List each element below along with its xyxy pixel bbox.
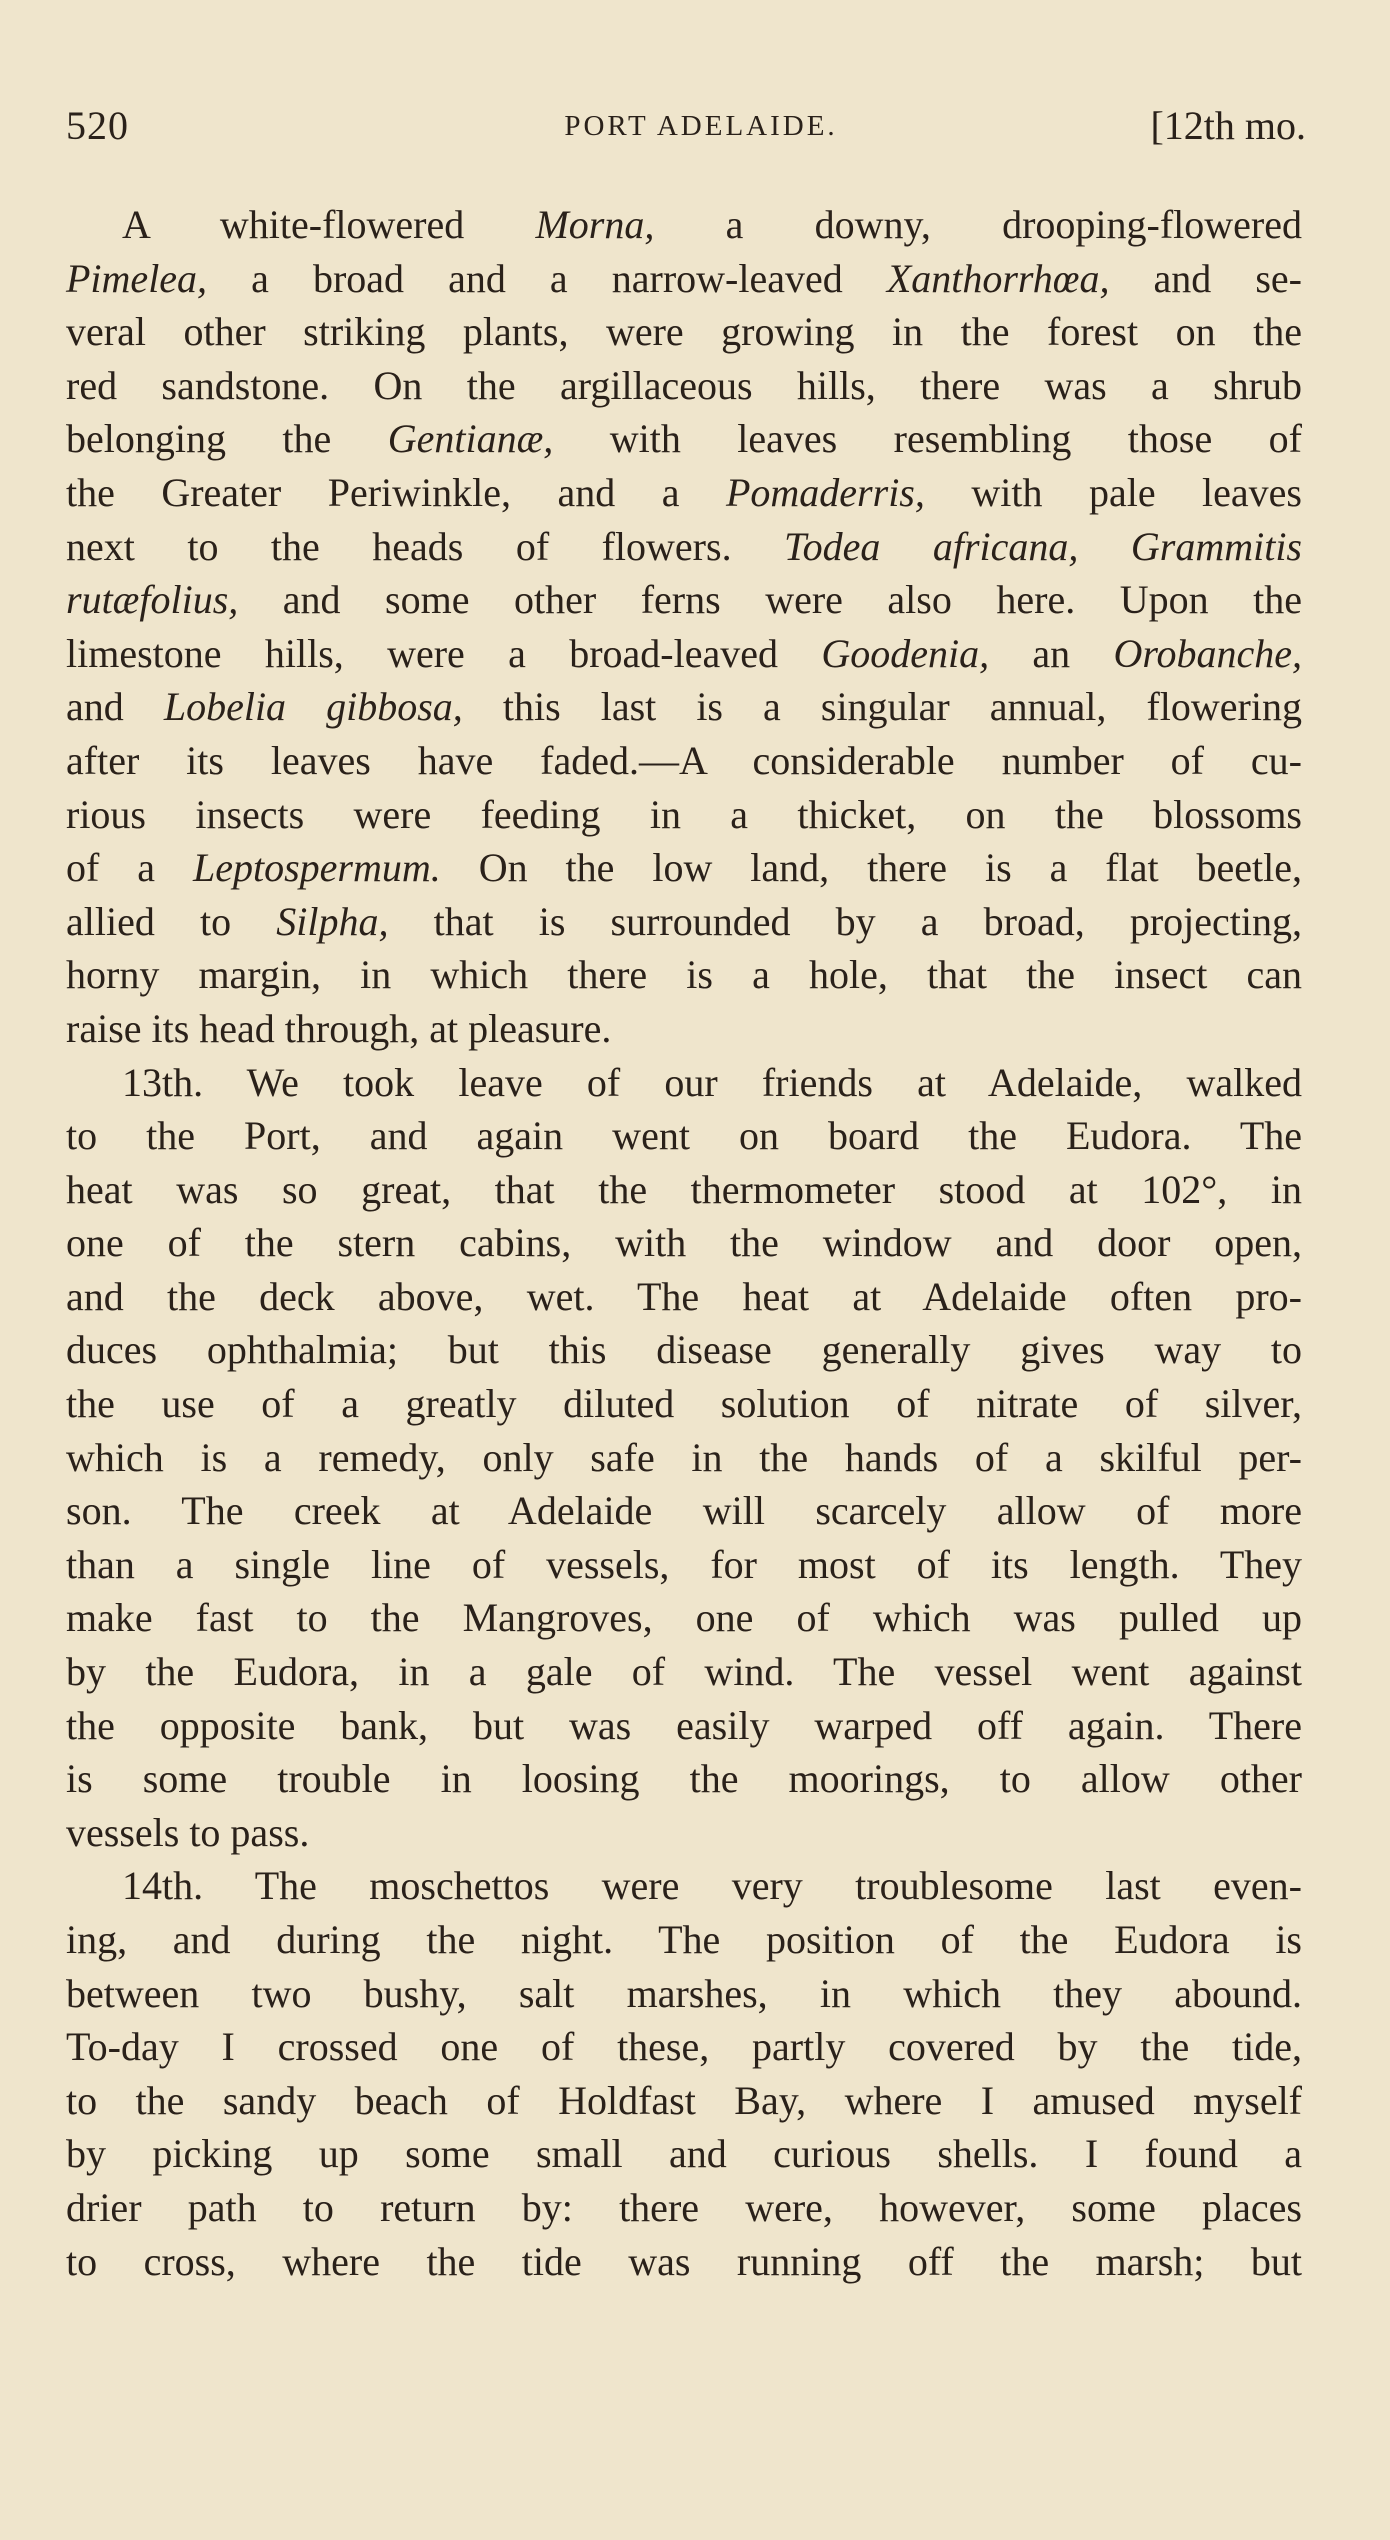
italic-text: Orobanche, <box>1113 630 1302 676</box>
text-run: allied to <box>66 898 277 944</box>
italic-text: Leptospermum. <box>192 845 441 891</box>
text-run: is some trouble in loosing the moorings, to allow other <box>66 1756 1302 1802</box>
text-run: horny margin, in which there is a hole, that the insect can <box>66 952 1302 998</box>
text-run: to the Port, and again went on board the Eudora. The <box>66 1113 1302 1159</box>
text-run: On the low land, there is a flat beetle, <box>440 845 1302 891</box>
text-run: 13th. We took leave of our friends at Adelaide, walked <box>122 1059 1302 1105</box>
italic-text: Silpha, <box>276 898 389 944</box>
text-line <box>66 466 1302 520</box>
text-run: a downy, drooping-flowered <box>654 202 1303 247</box>
text-run: to cross, where the tide was running off the marsh; but <box>66 2238 1302 2284</box>
text-run: and <box>66 684 164 730</box>
text-line <box>66 1967 1302 2021</box>
text-run: rious insects were feeding in a thicket, on the blossoms <box>66 791 1302 837</box>
text-run: by the Eudora, in a gale of wind. The vessel went against <box>66 1649 1302 1695</box>
text-run: which is a remedy, only safe in the hands of a skilful per- <box>66 1434 1302 1480</box>
italic-text: Gentianæ, <box>387 416 554 462</box>
text-run: duces ophthalmia; but this disease generally gives way to <box>66 1327 1302 1373</box>
text-line <box>66 841 1302 895</box>
italic-text: Morna, <box>535 202 655 247</box>
text-run: this last is a singular annual, flowering <box>462 684 1302 730</box>
text-line <box>66 1377 1302 1431</box>
text-line <box>66 2181 1302 2235</box>
text-line <box>66 1645 1302 1699</box>
page-number: 520 <box>66 103 129 148</box>
text-run: of a <box>66 845 193 891</box>
text-line <box>66 1109 1302 1163</box>
text-line <box>66 948 1302 1002</box>
text-line <box>66 573 1302 627</box>
text-run: than a single line of vessels, for most of its length. They <box>66 1541 1302 1587</box>
text-run: by picking up some small and curious shells. I found a <box>66 2131 1302 2177</box>
text-line <box>66 1913 1302 1967</box>
text-line <box>66 1538 1302 1592</box>
text-run: with leaves resembling those of <box>553 416 1302 462</box>
text-line <box>66 2235 1302 2289</box>
text-run: limestone hills, were a broad-leaved <box>66 630 822 676</box>
text-run: drier path to return by: there were, however, some places <box>66 2184 1302 2230</box>
text-run: raise its head through, at pleasure. <box>66 1005 612 1051</box>
text-line <box>66 2020 1302 2074</box>
text-run: A white-flowered <box>122 202 536 247</box>
text-line <box>66 895 1302 949</box>
text-run: next to the heads of flowers. <box>66 523 785 569</box>
text-run: red sandstone. On the argillaceous hills, there was a shrub <box>66 362 1302 408</box>
text-run: vessels to pass. <box>66 1809 310 1855</box>
text-line <box>66 198 1302 252</box>
text-line <box>66 1163 1302 1217</box>
text-run: the use of a greatly diluted solution of nitrate of silver, <box>66 1381 1302 1427</box>
text-run: ing, and during the night. The position of the Eudora is <box>66 1917 1302 1962</box>
text-line <box>66 1002 1302 1056</box>
text-line <box>66 1806 1302 1860</box>
running-header <box>66 102 1306 162</box>
text-line <box>66 1752 1302 1806</box>
italic-text: Xanthorrhœa, <box>886 255 1110 301</box>
text-run: make fast to the Mangroves, one of which was pulled up <box>66 1595 1302 1641</box>
section-marker: [12th mo. <box>1150 103 1306 148</box>
text-run: and the deck above, wet. The heat at Adelaide often pro- <box>66 1273 1302 1319</box>
text-line <box>66 305 1302 359</box>
text-line <box>66 1216 1302 1270</box>
text-line <box>66 627 1302 681</box>
text-run: and se- <box>1109 255 1302 301</box>
text-line <box>66 1484 1302 1538</box>
text-line <box>66 1591 1302 1645</box>
text-run: the opposite bank, but was easily warped off again. There <box>66 1702 1302 1748</box>
text-run: an <box>989 630 1114 676</box>
text-run: after its leaves have faded.—A considerable number of cu- <box>66 737 1302 783</box>
text-line <box>66 1859 1302 1913</box>
text-line <box>66 252 1302 306</box>
italic-text: Goodenia, <box>821 630 990 676</box>
text-run: the Greater Periwinkle, and a <box>66 469 726 515</box>
text-run: belonging the <box>66 416 388 462</box>
text-line <box>66 2127 1302 2181</box>
text-run: son. The creek at Adelaide will scarcely allow of more <box>66 1488 1302 1534</box>
text-line <box>66 2074 1302 2128</box>
text-run: 14th. The moschettos were very troublesome last even- <box>122 1863 1302 1909</box>
text-line <box>66 1270 1302 1324</box>
body-text <box>66 198 1302 2288</box>
text-run: one of the stern cabins, with the window and door open, <box>66 1220 1302 1266</box>
text-line <box>66 1056 1302 1110</box>
italic-text: rutæfolius, <box>66 577 239 623</box>
text-line <box>66 734 1302 788</box>
text-line <box>66 1699 1302 1753</box>
text-line <box>66 359 1302 413</box>
text-run: between two bushy, salt marshes, in which they abound. <box>66 1970 1302 2016</box>
text-line <box>66 1323 1302 1377</box>
italic-text: Pomaderris, <box>725 469 925 515</box>
text-run: To-day I crossed one of these, partly covered by the tide, <box>66 2024 1302 2070</box>
text-run: that is surrounded by a broad, projecting, <box>388 898 1302 944</box>
text-run: and some other ferns were also here. Upon the <box>238 577 1302 623</box>
text-run: a broad and a narrow-leaved <box>207 255 887 301</box>
text-run: heat was so great, that the thermometer stood at 102°, in <box>66 1166 1302 1212</box>
italic-text: Todea africana, Grammitis <box>784 523 1302 569</box>
text-run: to the sandy beach of Holdfast Bay, where I amused myself <box>66 2077 1302 2123</box>
text-line <box>66 788 1302 842</box>
italic-text: Lobelia gibbosa, <box>163 684 463 730</box>
text-line <box>66 520 1302 574</box>
italic-text: Pimelea, <box>66 255 208 301</box>
text-run: veral other striking plants, were growing in the forest on the <box>66 309 1302 355</box>
running-title: PORT ADELAIDE. <box>564 110 838 142</box>
text-line <box>66 1431 1302 1485</box>
text-line <box>66 412 1302 466</box>
text-run: with pale leaves <box>924 469 1302 515</box>
text-line <box>66 680 1302 734</box>
